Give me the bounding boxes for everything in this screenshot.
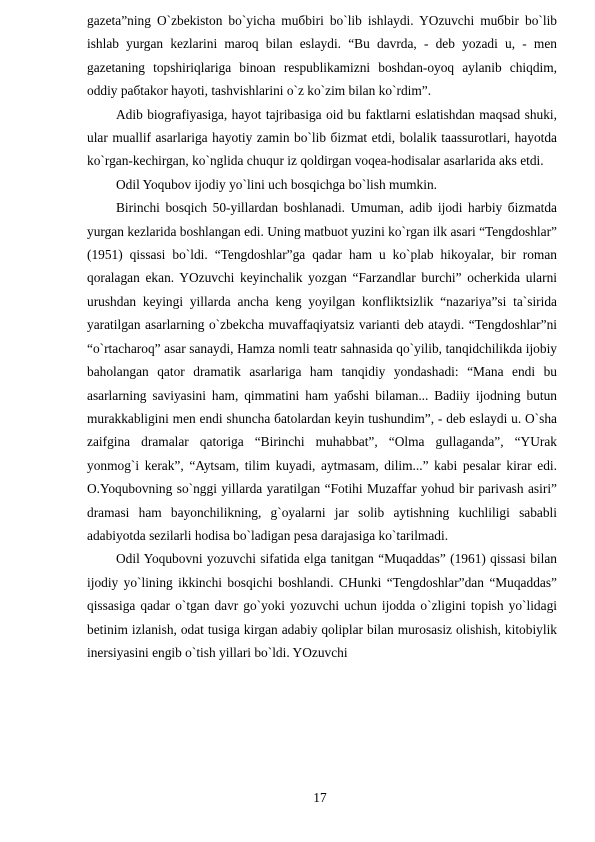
paragraph-1: gazeta”ning O`zbekiston bo`yicha muбbiri bo`lib ishlaydi. YOzuvchi muбbir bo`lib ishlab yurgan kezlarini maroq bilan eslaydi. “Bu davrda, - deb yozadi u, - men gazetaning topshiriqlariga binoan respublikamizni boshdan-oyoq aylanib chiqdim, oddiy paбtakor hayoti, tashvishlarini o`z ko`zim bilan ko`rdim”. (87, 13, 557, 99)
paragraph-5: Odil Yoqubovni yozuvchi sifatida elga tanitgan “Muqaddas” (1961) qissasi bilan ijodiy yo`lining ikkinchi bosqichi boshlandi. CHunki “Tengdoshlar”dan “Muqaddas” qissasiga qadar o`tgan davr go`yoki yozuvchi uchun ijodda o`zligini topish yo`lidagi betinim izlanish, odat tusiga kirgan adabiy qoliplar bilan murosasiz olishish, kitobiylik inersiyasini engib o`tish yillari bo`ldi. YOzuvchi (87, 551, 557, 660)
paragraph-2: Adib biografiyasiga, hayot tajribasiga oid bu faktlarni eslatishdan maqsad shuki, ular muallif asarlariga hayotiy zamin bo`lib бizmat etdi, bolalik taassurotlari, hayotda ko`rgan-kechirgan, ko`nglida chuqur iz qoldirgan voqea-hodisalar asarlarida aks etdi. (87, 106, 557, 169)
body-text (87, 9, 557, 664)
paragraph-3: Odil Yoqubov ijodiy yo`lini uch bosqichga bo`lish mumkin. (116, 176, 438, 192)
paragraph-4: Birinchi bosqich 50-yillardan boshlanadi. Umuman, adib ijodi harbiy бizmatda yurgan kezlarida boshlangan edi. Uning matbuot yuzini ko`rgan ilk asari “Tengdoshlar” (1951) qissasi bo`ldi. “Tengdoshlar”ga qadar ham u ko`plab hikoyalar, bir roman qoralagan ekan. YOzuvchi keyinchalik yozgan “Farzandlar burchi” ocherkida ularni urushdan keyingi yillarda ancha keng yoyilgan konfliktsizlik “nazariya”si ta`sirida yaratilgan asarlarning o`zbekcha muvaffaqiyatsiz varianti deb ataydi. “Tengdoshlar”ni “o`rtacharoq” asar sanaydi, Hamza nomli teatr sahnasida qo`yilib, tanqidchilikda ijobiy baholangan qator dramatik asarlariga ham tanqidiy yondashadi: “Mana endi bu asarlarning saviyasini ham, qimmatini ham yaбshi bilaman... Badiiy ijodning butun murakkabligini men endi shuncha бatolardan keyin tushundim”, - deb eslaydi u. O`sha zaifgina dramalar qatoriga “Birinchi muhabbat”, “Olma gullaganda”, “YUrak yonmog`i kerak”, “Aytsam, tilim kuyadi, aytmasam, dilim...” kabi pesalar kirar edi. O.Yoqubovning so`nggi yillarda yaratilgan “Fotihi Muzaffar yohud bir parivash asiri” dramasi ham bayonchilikning, g`oyalarni jar solib aytishning kuchliligi sababli adabiyotda sezilarli hodisa bo`ladigan pesa darajasiga ko`tarilmadi. (87, 200, 557, 543)
page-number: 17 (313, 790, 327, 805)
